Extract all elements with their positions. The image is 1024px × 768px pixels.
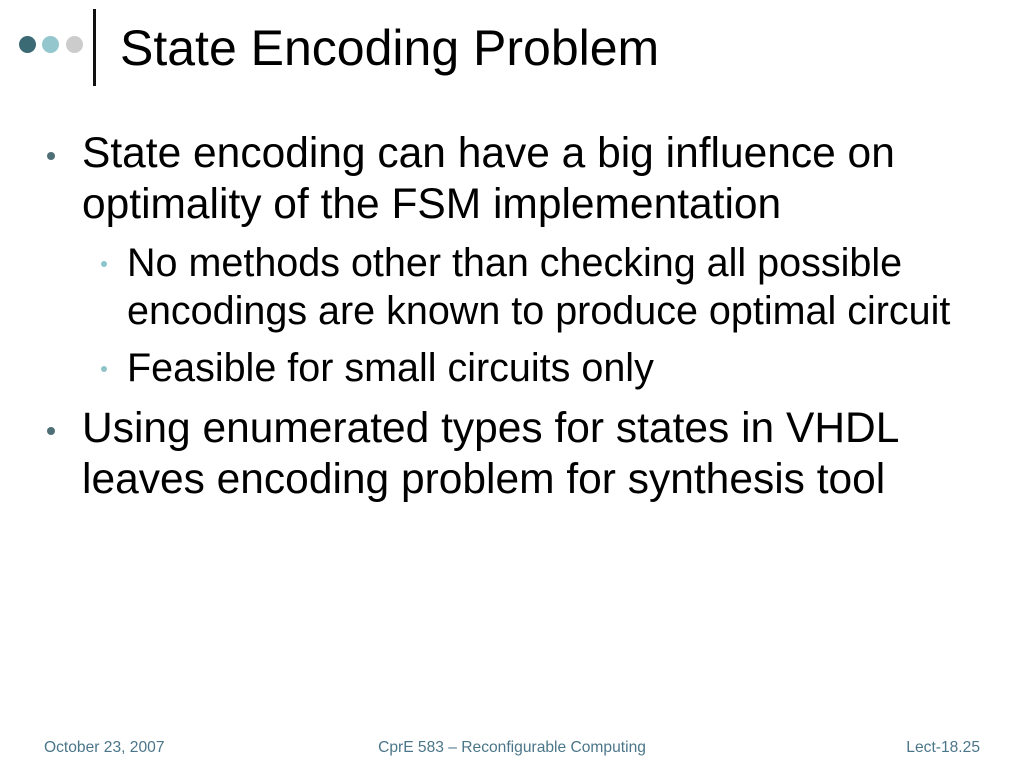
title-divider	[93, 9, 96, 86]
sub-bullet-text: Feasible for small circuits only	[127, 346, 654, 390]
sub-bullet-item	[127, 239, 997, 335]
sub-bullet-marker-icon	[101, 261, 107, 267]
footer-course-title: CprE 583 – Reconfigurable Computing	[378, 739, 646, 756]
sub-bullet-text: No methods other than checking all possible encodings are known to produce optimal circuit	[127, 241, 951, 333]
bullet-text: State encoding can have a big influence on optimality of the FSM implementation	[82, 130, 895, 228]
bullet-marker-icon	[47, 427, 55, 435]
title-dot-dark-icon	[19, 36, 36, 53]
sub-bullet-item	[127, 344, 997, 392]
footer-slide-number: Lect-18.25	[906, 739, 980, 756]
sub-bullet-marker-icon	[101, 366, 107, 372]
title-dot-light-icon	[42, 36, 59, 53]
bullet-item	[82, 403, 962, 505]
bullet-item	[82, 128, 962, 230]
bullet-text: Using enumerated types for states in VHDL leaves encoding problem for synthesis tool	[82, 405, 898, 503]
title-dot-gray-icon	[66, 36, 83, 53]
slide-title: State Encoding Problem	[120, 20, 660, 76]
bullet-marker-icon	[47, 152, 55, 160]
footer-date: October 23, 2007	[44, 739, 165, 756]
